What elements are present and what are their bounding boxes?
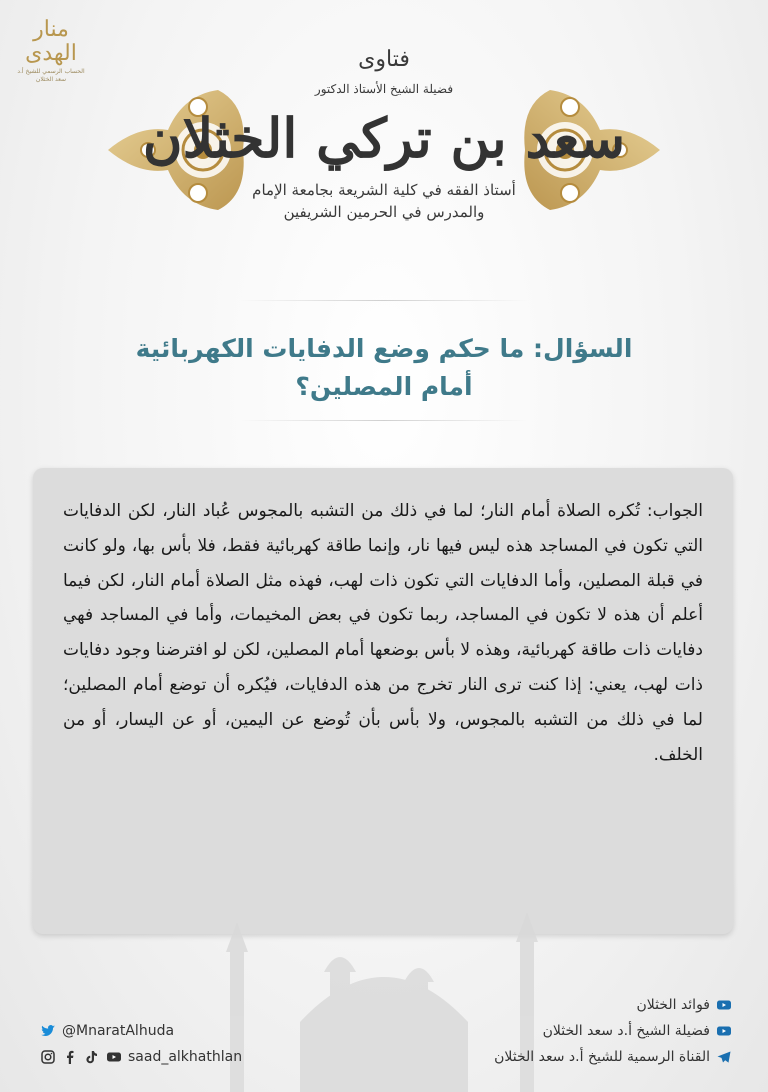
- answer-text: الجواب: تُكره الصلاة أمام النار؛ لما في ذلك من التشبه بالمجوس عُباد النار، لكن الدفايات التي تكون في المساجد هذه ليس فيها نار، وإنما طاقة كهربائية فقط، فلا بأس بها، ولو كانت في قبلة المصلين، وأما الدفايات التي تكون ذات لهب، فهذه مثل الصلاة أمام النار، لكن فيما أعلم أن هذه لا تكون في المساجد، ربما تكون في بعض المخيمات، وأما في المساجد فهي دفايات ذات طاقة كهربائية، وهذه لا بأس بوضعها أمام المصلين، لكن لو افترضنا وجود دفايات ذات لهب، يعني: إذا كنت ترى النار تخرج من هذه الدفايات، فيُكره أن توضع أمام المصلين؛ لما في ذلك من التشبه بالمجوس، ولا بأس بأن تُوضع عن اليمين، أو عن اليسار، أو من الخلف.: [63, 501, 703, 765]
- twitter-handle: @MnaratAlhuda: [62, 1023, 175, 1039]
- logo-subtitle: الحساب الرسمي للشيخ أ.د سعد الخثلان: [17, 68, 85, 84]
- answer-box: [33, 468, 733, 934]
- question-line-2: أمام المصلين؟: [295, 372, 473, 401]
- tiktok-icon: [84, 1049, 100, 1065]
- logo-mark: منار الهدى: [25, 17, 77, 67]
- divider-bottom: [240, 420, 528, 421]
- header: [0, 45, 768, 223]
- channel-row-3[interactable]: [494, 1044, 732, 1070]
- instagram-icon: [40, 1049, 56, 1065]
- social-handle: saad_alkhathlan: [128, 1049, 243, 1065]
- sheikh-title: فضيلة الشيخ الأستاذ الدكتور: [314, 82, 454, 96]
- channel-label-2: فضيلة الشيخ أ.د سعد الخثلان: [542, 1023, 710, 1039]
- position-line-2: والمدرس في الحرمين الشريفين: [283, 203, 485, 221]
- twitter-handle-row[interactable]: [40, 1018, 242, 1044]
- position-line-1: أستاذ الفقه في كلية الشريعة بجامعة الإمام: [252, 181, 516, 199]
- channel-row-1[interactable]: [494, 992, 732, 1018]
- footer-left: [40, 1018, 242, 1070]
- channel-row-2[interactable]: [494, 1018, 732, 1044]
- social-handle-row[interactable]: [40, 1044, 242, 1070]
- facebook-icon: [62, 1049, 78, 1065]
- question: [80, 330, 688, 406]
- divider-top: [240, 300, 528, 301]
- question-line-1: السؤال: ما حكم وضع الدفايات الكهربائية: [135, 334, 633, 363]
- fatawa-label: فتاوى: [358, 47, 410, 72]
- youtube-icon: [106, 1049, 122, 1065]
- channel-label-1: فوائد الخثلان: [636, 997, 710, 1013]
- youtube-icon: [716, 997, 732, 1013]
- footer-right: [494, 992, 732, 1070]
- youtube-icon: [716, 1023, 732, 1039]
- channel-label-3: القناة الرسمية للشيخ أ.د سعد الخثلان: [494, 1049, 710, 1065]
- telegram-icon: [716, 1049, 732, 1065]
- twitter-icon: [40, 1023, 56, 1039]
- sheikh-name: سعد بن تركي الخثلان: [142, 106, 626, 170]
